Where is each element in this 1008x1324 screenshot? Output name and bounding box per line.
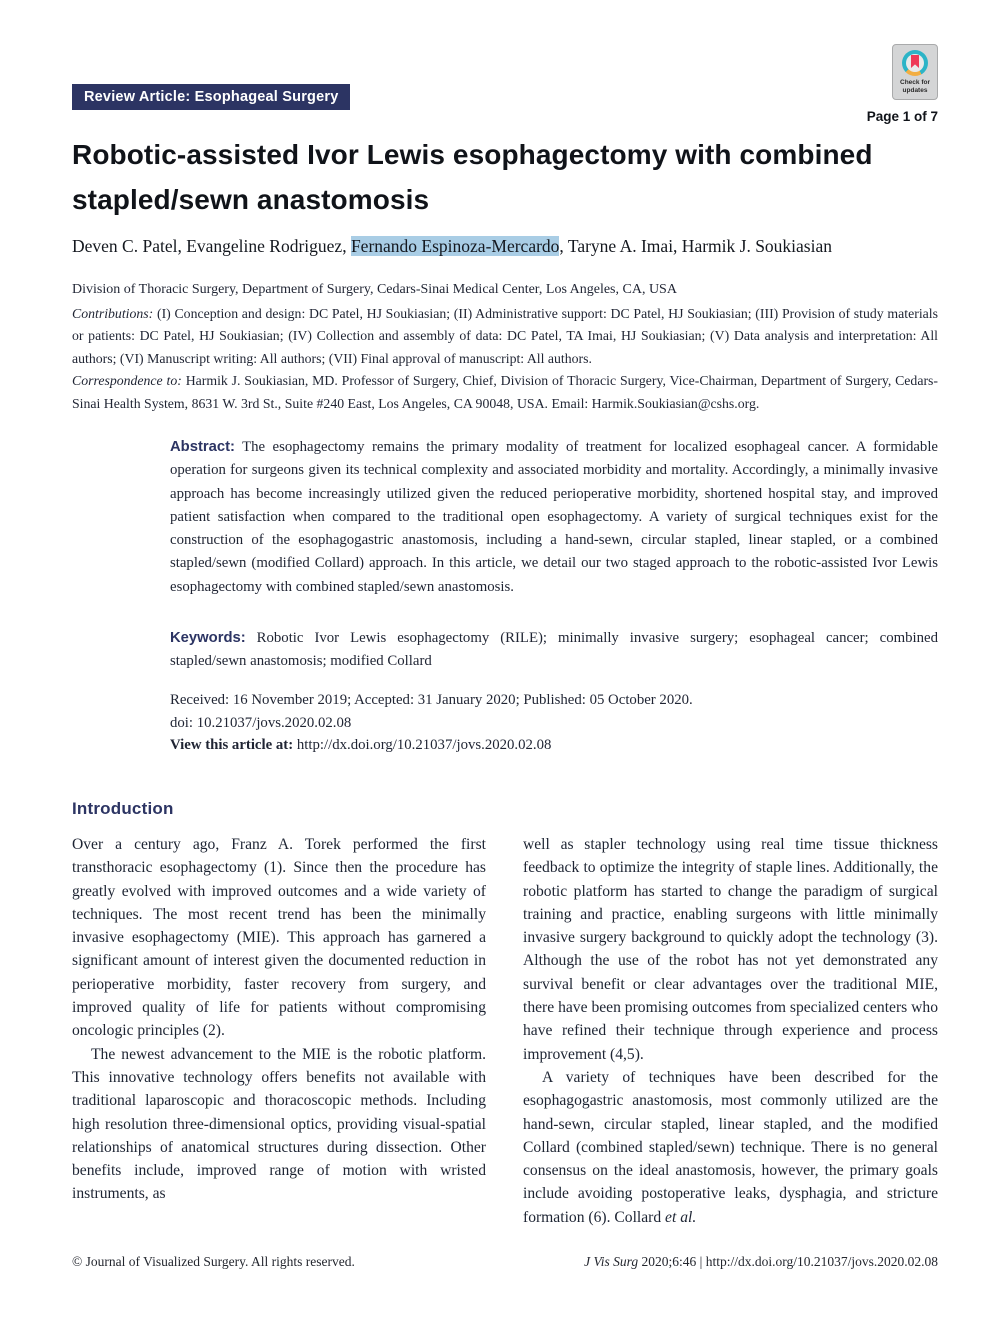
- view-url: http://dx.doi.org/10.21037/jovs.2020.02.08: [296, 737, 552, 754]
- footer-citation: [584, 1254, 938, 1270]
- doi-line: doi: 10.21037/jovs.2020.02.08: [170, 714, 352, 731]
- affiliation: Division of Thoracic Surgery, Department of Surgery, Cedars-Sinai Medical Center, Los Angeles, CA, USA: [72, 282, 677, 297]
- banner-label: Review Article: Esophageal Surgery: [84, 89, 339, 105]
- et-al: et al.: [665, 1208, 697, 1226]
- page-footer: [72, 1254, 938, 1270]
- authors-before: Deven C. Patel, Evangeline Rodriguez,: [72, 236, 351, 256]
- intro-column-right: [523, 833, 938, 1229]
- intro-left-paragraph-1: Over a century ago, Franz A. Torek performed the first transthoracic esophagectomy (1). Since then the procedure has greatly evolved with improved outcomes and a wide variety of techniques. The most recent trend has been the minimally invasive esophagectomy (MIE). This approach has garnered a significant amount of interest given the documented reduction in perioperative morbidity, faster recovery from surgery, and improved quality of life for patients without compromising oncologic principles (2).: [72, 836, 486, 1040]
- highlighted-author: Fernando Espinoza-Mercardo: [350, 236, 560, 256]
- badge-text: Check for updates: [900, 79, 930, 94]
- footer-journal-abbrev: J Vis Surg: [584, 1254, 639, 1269]
- header-right-stack: [867, 44, 938, 124]
- footer-copyright: © Journal of Visualized Surgery. All rights reserved.: [72, 1254, 355, 1269]
- abstract-text: The esophagectomy remains the primary modality of treatment for localized esophageal cancer. A formidable operation for surgeons given its technical complexity and associated morbidity and mortality. Accordingly, a minimally invasive approach has become increasingly utilized given the reduced perioperative morbidity, shortened hospital stay, and improved patient satisfaction when compared to the traditional open esophagectomy. A variety of surgical techniques exist for the construction of the esophagogastric anastomosis, including a hand-sewn, circular stapled, linear stapled, or a combined stapled/sewn (modified Collard) approach. In this article, we detail our two staged approach to the robotic-assisted Ivor Lewis esophagectomy with combined stapled/sewn anastomosis.: [170, 439, 938, 595]
- introduction-heading: Introduction: [72, 799, 174, 818]
- authors-after: , Taryne A. Imai, Harmik J. Soukiasian: [559, 236, 832, 256]
- intro-right-paragraph-2: A variety of techniques have been described for the esophagogastric anastomosis, most commonly utilized are the hand-sewn, circular stapled, linear stapled, and the modified Collard (combined stapled/sewn) technique. There is no general consensus on the ideal anastomosis, however, the primary goals include avoiding postoperative leaks, dysphagia, and stricture formation (6). Collard et al.: [523, 1068, 938, 1226]
- received-line: Received: 16 November 2019; Accepted: 31 January 2020; Published: 05 October 2020.: [170, 692, 693, 708]
- front-matter-notes: [72, 303, 938, 415]
- page-indicator: Page 1 of 7: [866, 109, 938, 124]
- keywords-text: Robotic Ivor Lewis esophagectomy (RILE); minimally invasive surgery; esophageal cancer; combined stapled/sewn anastomosis; modified Collard: [170, 630, 938, 670]
- keywords: [170, 627, 938, 674]
- abstract-label: Abstract:: [170, 439, 235, 455]
- abstract: [170, 436, 938, 599]
- view-label: View this article at:: [170, 737, 294, 754]
- publication-meta: [170, 689, 938, 757]
- intro-column-left: [72, 833, 486, 1206]
- keywords-label: Keywords:: [170, 630, 246, 646]
- crossmark-icon: [902, 50, 928, 76]
- section-banner: [72, 84, 350, 110]
- author-list: [72, 236, 952, 257]
- view-line: [170, 734, 938, 757]
- contributions-label: Contributions:: [72, 306, 154, 321]
- contributions-text: (I) Conception and design: DC Patel, HJ Soukiasian; (II) Administrative support: DC Patel, HJ Soukiasian; (III) Provision of study materials or patients: DC Patel, HJ Soukiasian; (IV) Collection and assembly of data: DC Patel, TA Imai, HJ Soukiasian; (V) Data analysis and interpretation: All authors; (VI) Manuscript writing: All authors; (VII) Final approval of manuscript: All authors.: [72, 306, 938, 366]
- footer-citation-rest: 2020;6:46 | http://dx.doi.org/10.21037/jovs.2020.02.08: [638, 1254, 938, 1269]
- check-for-updates-badge[interactable]: [892, 44, 938, 100]
- intro-right-paragraph-1: well as stapler technology using real time tissue thickness feedback to optimize the integrity of staple lines. Additionally, the robotic platform has started to change the paradigm of surgical training and practice, enabling surgeons with little minimally invasive surgery background to quickly adopt the technology (3). Although the use of the robot has not yet demonstrated any survival benefit or clear advantages over the traditional MIE, there have been promising outcomes from specialized centers who have refined their technique through experience and process improvement (4,5).: [523, 836, 938, 1063]
- correspondence-label: Correspondence to:: [72, 373, 182, 389]
- correspondence-text: Harmik J. Soukiasian, MD. Professor of Surgery, Chief, Division of Thoracic Surgery, Vice-Chairman, Department of Surgery, Cedars-Sinai Health System, 8631 W. 3rd St., Suite #240 East, Los Angeles, CA 90048, USA. Email: Harmik.Soukiasian@cshs.org.: [72, 373, 939, 411]
- intro-left-paragraph-2: The newest advancement to the MIE is the robotic platform. This innovative technology offers benefits not available with traditional laparoscopic and thoracoscopic methods. Including high resolution three-dimensional optics, providing visual-spatial relationships of anatomical structures during dissection. Other benefits include, improved range of motion with wristed instruments, as: [72, 1045, 486, 1203]
- article-title: Robotic-assisted Ivor Lewis esophagectomy with combined stapled/sewn anastomosis: [72, 139, 873, 215]
